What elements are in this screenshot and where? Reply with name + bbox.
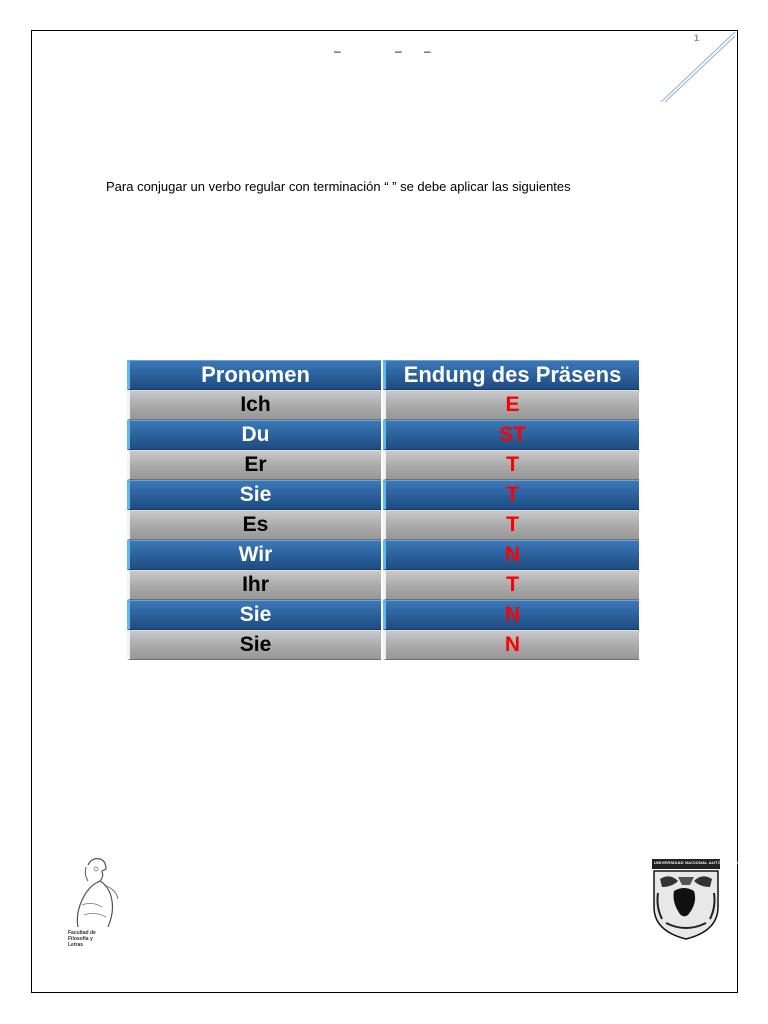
unam-seal-icon <box>648 857 760 941</box>
ending-cell: N <box>383 600 639 630</box>
conjugation-table <box>127 360 639 660</box>
ending-cell: N <box>383 540 639 570</box>
header-dash: – <box>395 44 402 58</box>
ending-cell: E <box>383 390 639 420</box>
table-row <box>127 540 639 570</box>
table-row <box>127 420 639 450</box>
pronoun-cell: Sie <box>127 630 381 660</box>
pronoun-cell: Du <box>127 420 381 450</box>
pronoun-cell: Es <box>127 510 381 540</box>
column-header-pronomen: Pronomen <box>127 360 381 390</box>
ending-cell: T <box>383 570 639 600</box>
pronoun-cell: Ich <box>127 390 381 420</box>
page-number: 1 <box>694 33 700 43</box>
header-dashes <box>0 44 768 58</box>
table-row <box>127 600 639 630</box>
intro-paragraph: Para conjugar un verbo regular con terminación “ ” se debe aplicar las siguientes <box>106 179 571 194</box>
unam-seal-text: UNIVERSIDAD NACIONAL AUTÓNOMA DE MÉXICO <box>654 860 760 865</box>
pronoun-cell: Wir <box>127 540 381 570</box>
pronoun-cell: Sie <box>127 480 381 510</box>
unam-seal <box>648 857 760 946</box>
pronoun-cell: Er <box>127 450 381 480</box>
table-row <box>127 630 639 660</box>
ending-cell: T <box>383 480 639 510</box>
column-header-endung: Endung des Präsens <box>383 360 639 390</box>
table-row <box>127 390 639 420</box>
ending-cell: ST <box>383 420 639 450</box>
table-row <box>127 480 639 510</box>
pronoun-cell: Ihr <box>127 570 381 600</box>
faculty-logo-caption: Facultad de Filosofía y Letras <box>68 930 96 948</box>
header-dash: – <box>424 44 431 58</box>
table-header-row <box>127 360 639 390</box>
header-dash: – <box>334 44 341 58</box>
table-row <box>127 510 639 540</box>
faculty-logo <box>66 855 132 948</box>
ending-cell: N <box>383 630 639 660</box>
pronoun-cell: Sie <box>127 600 381 630</box>
ending-cell: T <box>383 510 639 540</box>
athena-figure-icon <box>66 855 132 931</box>
table-row <box>127 570 639 600</box>
table-row <box>127 450 639 480</box>
ending-cell: T <box>383 450 639 480</box>
